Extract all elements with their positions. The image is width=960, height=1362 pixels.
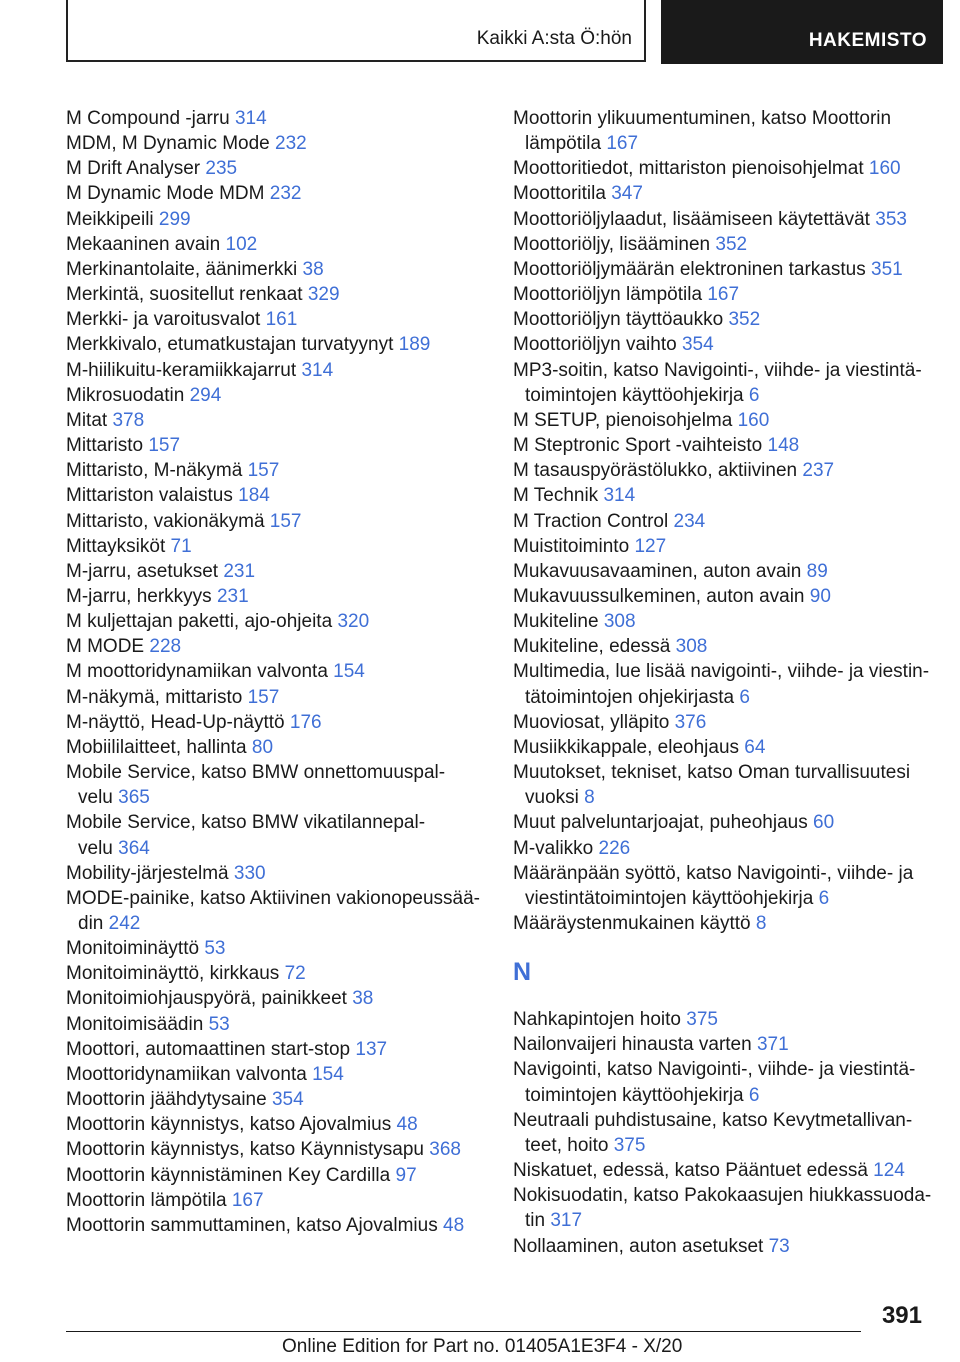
entry-text: Mukavuusavaaminen, auton avain bbox=[513, 560, 802, 582]
page-link[interactable]: 376 bbox=[674, 711, 707, 733]
page-link[interactable]: 375 bbox=[613, 1134, 646, 1156]
page-link[interactable]: 127 bbox=[634, 535, 667, 557]
entry-text: M Drift Analyser bbox=[66, 158, 201, 180]
index-entry bbox=[66, 810, 486, 860]
entry-text: toimintojen käyttöohjekirja bbox=[525, 1084, 744, 1106]
entry-text: M-jarru, herkkyys bbox=[66, 585, 212, 607]
entry-text: viestintätoimintojen käyttöohjekirja bbox=[525, 887, 814, 909]
page-link[interactable]: 90 bbox=[809, 585, 831, 607]
entry-text: Nahkapintojen hoito bbox=[513, 1009, 681, 1031]
page-link[interactable]: 314 bbox=[301, 359, 334, 381]
entry-text: Monitoiminäyttö, kirkkaus bbox=[66, 963, 280, 985]
entry-text: Mobility-järjestelmä bbox=[66, 862, 229, 884]
page-link[interactable]: 237 bbox=[802, 460, 835, 482]
entry-text: Merkki- ja varoitusvalot bbox=[66, 309, 261, 331]
index-entry bbox=[513, 106, 943, 156]
index-entry bbox=[66, 1112, 486, 1137]
page-link[interactable]: 378 bbox=[112, 409, 145, 431]
page-link[interactable]: 137 bbox=[355, 1038, 388, 1060]
entry-text: tätoimintojen ohjekirjasta bbox=[525, 686, 735, 708]
index-entry bbox=[513, 509, 943, 534]
index-entry bbox=[513, 735, 943, 760]
index-entry bbox=[513, 433, 943, 458]
index-tab-label: HAKEMISTO bbox=[808, 30, 927, 51]
page-link[interactable]: 97 bbox=[395, 1164, 417, 1186]
page-link[interactable]: 157 bbox=[148, 435, 181, 457]
index-entry bbox=[66, 307, 486, 332]
entry-text: Nailonvaijeri hinausta varten bbox=[513, 1034, 752, 1056]
entry-text: Merkintä, suositellut renkaat bbox=[66, 284, 303, 306]
index-entry bbox=[66, 986, 486, 1011]
page-link[interactable]: 226 bbox=[598, 837, 631, 859]
entry-text: Mukiteline bbox=[513, 611, 599, 633]
page-link[interactable]: 53 bbox=[208, 1013, 230, 1035]
entry-text: Mittariston valaistus bbox=[66, 485, 233, 507]
entry-text: lämpötila bbox=[525, 133, 602, 155]
entry-text: Mekaaninen avain bbox=[66, 233, 221, 255]
entry-text: teet, hoito bbox=[525, 1134, 609, 1156]
page-link[interactable]: 308 bbox=[603, 611, 636, 633]
page-link[interactable]: 235 bbox=[205, 158, 238, 180]
page-link[interactable]: 72 bbox=[284, 963, 306, 985]
index-entry bbox=[66, 458, 486, 483]
page-link[interactable]: 314 bbox=[234, 108, 267, 129]
index-entry bbox=[66, 1163, 486, 1188]
entry-text: Monitoimisäädin bbox=[66, 1013, 204, 1035]
section-tab[interactable] bbox=[66, 0, 646, 62]
index-entry bbox=[513, 836, 943, 861]
index-entry bbox=[66, 1012, 486, 1037]
page-link[interactable]: 231 bbox=[223, 560, 256, 582]
entry-text: Moottoriöljyn vaihto bbox=[513, 334, 677, 356]
page-link[interactable]: 320 bbox=[337, 611, 370, 633]
entry-text: Moottoriöljylaadut, lisäämiseen käytettävät bbox=[513, 208, 870, 230]
entry-text: Moottoriöljyn lämpötila bbox=[513, 284, 703, 306]
entry-text: M Steptronic Sport -vaihteisto bbox=[513, 435, 763, 457]
index-entry bbox=[513, 358, 943, 408]
entry-text: Moottoriöljy, lisääminen bbox=[513, 233, 711, 255]
index-entry bbox=[66, 584, 486, 609]
entry-text: Mobiililaitteet, hallinta bbox=[66, 736, 247, 758]
index-entry bbox=[513, 181, 943, 206]
page-link[interactable]: 294 bbox=[189, 384, 222, 406]
entry-text: Mukavuussulkeminen, auton avain bbox=[513, 585, 805, 607]
entry-text: Mittaristo bbox=[66, 435, 144, 457]
index-entry bbox=[66, 861, 486, 886]
index-entry bbox=[66, 181, 486, 206]
page-link[interactable]: 232 bbox=[269, 183, 302, 205]
entry-text: Nokisuodatin, katso Pakokaasujen hiukkassuoda- bbox=[513, 1185, 932, 1207]
entry-text: M-näyttö, Head-Up-näyttö bbox=[66, 711, 285, 733]
entry-text: M Technik bbox=[513, 485, 599, 507]
entry-text: Multimedia, lue lisää navigointi-, viihde- ja viestin- bbox=[513, 661, 930, 683]
entry-text: M moottoridynamiikan valvonta bbox=[66, 661, 328, 683]
page-link[interactable]: 167 bbox=[707, 284, 740, 306]
page-link[interactable]: 60 bbox=[813, 812, 835, 834]
entry-text: Moottoritiedot, mittariston pienoisohjelmat bbox=[513, 158, 864, 180]
index-entry bbox=[513, 609, 943, 634]
entry-text: velu bbox=[78, 787, 113, 809]
page-link[interactable]: 160 bbox=[737, 409, 770, 431]
entry-text: Musiikkikappale, eleohjaus bbox=[513, 736, 740, 758]
page-link[interactable]: 242 bbox=[108, 913, 141, 934]
entry-text: Mittaristo, vakionäkymä bbox=[66, 510, 265, 532]
index-entry bbox=[513, 307, 943, 332]
entry-text: Mukiteline, edessä bbox=[513, 636, 671, 658]
entry-text: M MODE bbox=[66, 636, 145, 658]
index-entry bbox=[66, 156, 486, 181]
entry-text: Mitat bbox=[66, 409, 108, 431]
page-link[interactable]: 176 bbox=[289, 711, 322, 733]
page-link[interactable]: 228 bbox=[149, 636, 182, 658]
index-entry bbox=[66, 1137, 486, 1162]
page-link[interactable]: 53 bbox=[204, 938, 226, 960]
entry-text: Navigointi, katso Navigointi-, viihde- ja viestintä- bbox=[513, 1059, 916, 1081]
index-entry bbox=[66, 131, 486, 156]
entry-text: MODE-painike, katso Aktiivinen vakionopeussää- bbox=[66, 887, 480, 909]
entry-text: Moottorin jäähdytysaine bbox=[66, 1089, 267, 1111]
index-entry bbox=[66, 659, 486, 684]
entry-text: din bbox=[78, 913, 104, 934]
page-link[interactable]: 330 bbox=[233, 862, 266, 884]
page-link[interactable]: 375 bbox=[686, 1009, 718, 1031]
index-entry bbox=[513, 861, 943, 911]
page-link[interactable]: 364 bbox=[118, 837, 150, 859]
entry-text: M-jarru, asetukset bbox=[66, 560, 219, 582]
page-link[interactable]: 189 bbox=[398, 334, 431, 356]
entry-text: Muutokset, tekniset, katso Oman turvallisuutesi bbox=[513, 762, 911, 784]
entry-text: Mobile Service, katso BMW vikatilannepal- bbox=[66, 812, 426, 834]
index-entry bbox=[513, 408, 943, 433]
entry-text: vuoksi bbox=[525, 787, 579, 809]
page-link[interactable]: 64 bbox=[744, 736, 766, 758]
index-entry bbox=[513, 1234, 943, 1259]
page-link[interactable]: 148 bbox=[767, 435, 800, 457]
index-entry bbox=[513, 282, 943, 307]
page-link[interactable]: 365 bbox=[118, 787, 150, 809]
entry-text: Moottoridynamiikan valvonta bbox=[66, 1063, 307, 1085]
index-entry bbox=[66, 106, 486, 131]
entry-text: M Compound -jarru bbox=[66, 108, 230, 129]
page-number: 391 bbox=[881, 1302, 922, 1329]
index-entry bbox=[66, 408, 486, 433]
index-entry bbox=[66, 509, 486, 534]
page-link[interactable]: 234 bbox=[673, 510, 706, 532]
index-entry bbox=[66, 685, 486, 710]
index-entry bbox=[513, 810, 943, 835]
page-link[interactable]: 347 bbox=[611, 183, 643, 205]
page-link[interactable]: 232 bbox=[275, 133, 307, 155]
page-link[interactable]: 71 bbox=[170, 535, 192, 557]
index-column-left bbox=[66, 106, 486, 1238]
index-entry bbox=[66, 207, 486, 232]
index-entry bbox=[513, 458, 943, 483]
entry-text: Moottori, automaattinen start-stop bbox=[66, 1038, 351, 1060]
entry-text: Mobile Service, katso BMW onnettomuuspal- bbox=[66, 762, 446, 784]
page-link[interactable]: 6 bbox=[818, 887, 830, 909]
index-entry bbox=[66, 634, 486, 659]
page-link[interactable]: 6 bbox=[739, 686, 750, 708]
index-entry bbox=[66, 433, 486, 458]
entry-text: Moottorin sammuttaminen, katso Ajovalmius bbox=[66, 1214, 438, 1236]
index-entry bbox=[513, 156, 943, 181]
section-label: Kaikki A:sta Ö:hön bbox=[476, 28, 632, 49]
entry-text: Muistitoiminto bbox=[513, 535, 630, 557]
section-letter-n: N bbox=[513, 958, 532, 987]
index-entry bbox=[66, 383, 486, 408]
page-link[interactable]: 6 bbox=[748, 1084, 760, 1106]
index-entry bbox=[66, 232, 486, 257]
page-link[interactable]: 167 bbox=[231, 1189, 264, 1211]
page-link[interactable]: 352 bbox=[715, 233, 748, 255]
entry-text: Moottorin käynnistys, katso Ajovalmius bbox=[66, 1114, 392, 1136]
page-link[interactable]: 48 bbox=[396, 1114, 418, 1136]
index-entry bbox=[513, 1057, 943, 1107]
index-entry bbox=[513, 1158, 943, 1183]
page-link[interactable]: 161 bbox=[265, 309, 298, 331]
page-link[interactable]: 317 bbox=[550, 1210, 583, 1232]
page-link[interactable]: 38 bbox=[352, 988, 374, 1010]
entry-text: Muoviosat, ylläpito bbox=[513, 711, 670, 733]
index-entry bbox=[66, 961, 486, 986]
index-entry bbox=[66, 483, 486, 508]
page-link[interactable]: 308 bbox=[675, 636, 708, 658]
entry-text: Monitoiminäyttö bbox=[66, 938, 200, 960]
entry-text: M SETUP, pienoisohjelma bbox=[513, 409, 733, 431]
entry-text: M Traction Control bbox=[513, 510, 669, 532]
index-entry bbox=[66, 1062, 486, 1087]
index-entry bbox=[66, 1213, 486, 1238]
page-link[interactable]: 160 bbox=[868, 158, 901, 180]
page-link[interactable]: 231 bbox=[216, 585, 249, 607]
index-entry bbox=[513, 911, 943, 936]
entry-text: M tasauspyörästölukko, aktiivinen bbox=[513, 460, 798, 482]
index-entry bbox=[513, 332, 943, 357]
index-list-m bbox=[513, 106, 943, 936]
index-entry bbox=[513, 634, 943, 659]
entry-text: Mikrosuodatin bbox=[66, 384, 185, 406]
index-entry bbox=[66, 257, 486, 282]
page-link[interactable]: 299 bbox=[158, 208, 191, 230]
page-link[interactable]: 154 bbox=[333, 661, 365, 683]
entry-text: Monitoimiohjauspyörä, painikkeet bbox=[66, 988, 347, 1010]
index-entry bbox=[66, 282, 486, 307]
index-entry bbox=[66, 534, 486, 559]
entry-text: Meikkipeili bbox=[66, 208, 154, 230]
page-link[interactable]: 354 bbox=[271, 1089, 304, 1111]
entry-text: MDM, M Dynamic Mode bbox=[66, 133, 270, 155]
index-entry bbox=[513, 710, 943, 735]
index-entry bbox=[513, 760, 943, 810]
entry-text: M kuljettajan paketti, ajo-ohjeita bbox=[66, 611, 333, 633]
entry-text: tin bbox=[525, 1210, 546, 1232]
entry-text: Muut palveluntarjoajat, puheohjaus bbox=[513, 812, 808, 834]
index-entry bbox=[66, 609, 486, 634]
footer-divider bbox=[66, 1331, 861, 1332]
entry-text: Moottorin käynnistys, katso Käynnistysapu bbox=[66, 1139, 425, 1161]
page-link[interactable]: 8 bbox=[755, 913, 767, 934]
page-link[interactable]: 353 bbox=[875, 208, 907, 230]
page-link[interactable]: 102 bbox=[225, 233, 258, 255]
entry-text: Määränpään syöttö, katso Navigointi-, viihde- ja bbox=[513, 862, 914, 884]
index-entry bbox=[513, 232, 943, 257]
page-link[interactable]: 157 bbox=[247, 686, 280, 708]
index-entry bbox=[66, 710, 486, 735]
page-link[interactable]: 352 bbox=[728, 309, 761, 331]
entry-text: Moottoriöljyn täyttöaukko bbox=[513, 309, 724, 331]
page-link[interactable]: 184 bbox=[238, 485, 270, 507]
index-entry bbox=[513, 257, 943, 282]
page-link[interactable]: 157 bbox=[247, 460, 280, 482]
footer-edition-text: Online Edition for Part no. 01405A1E3F4 - X/20 bbox=[282, 1336, 683, 1357]
entry-text: MP3-soitin, katso Navigointi-, viihde- ja viestintä- bbox=[513, 359, 922, 381]
index-tab[interactable] bbox=[661, 0, 943, 64]
entry-text: Moottorin lämpötila bbox=[66, 1189, 227, 1211]
entry-text: Nollaaminen, auton asetukset bbox=[513, 1235, 764, 1257]
entry-text: M Dynamic Mode MDM bbox=[66, 183, 265, 205]
index-entry bbox=[66, 358, 486, 383]
entry-text: Moottorin ylikuumentuminen, katso Moottorin bbox=[513, 108, 892, 129]
page-link[interactable]: 38 bbox=[302, 258, 324, 280]
entry-text: toimintojen käyttöohjekirja bbox=[525, 384, 744, 406]
entry-text: M-hiilikuitu-keramiikkajarrut bbox=[66, 359, 297, 381]
page-link[interactable]: 73 bbox=[768, 1235, 790, 1257]
index-entry bbox=[513, 1032, 943, 1057]
page-link[interactable]: 8 bbox=[584, 787, 595, 809]
page-link[interactable]: 371 bbox=[756, 1034, 789, 1056]
entry-text: Neutraali puhdistusaine, katso Kevytmetallivan- bbox=[513, 1109, 913, 1131]
index-entry bbox=[66, 936, 486, 961]
page-link[interactable]: 6 bbox=[748, 384, 760, 406]
page-link[interactable]: 167 bbox=[606, 133, 639, 155]
entry-text: Määräystenmukainen käyttö bbox=[513, 913, 751, 934]
page-link[interactable]: 154 bbox=[312, 1063, 344, 1085]
index-entry bbox=[513, 1108, 943, 1158]
index-entry bbox=[66, 886, 486, 936]
page-link[interactable]: 368 bbox=[429, 1139, 461, 1161]
page-link[interactable]: 80 bbox=[251, 736, 274, 758]
index-entry bbox=[513, 1183, 943, 1233]
index-entry bbox=[66, 735, 486, 760]
index-entry bbox=[513, 483, 943, 508]
entry-text: M-näkymä, mittaristo bbox=[66, 686, 243, 708]
page-link[interactable]: 48 bbox=[443, 1214, 465, 1236]
index-column-right bbox=[513, 106, 943, 1259]
entry-text: M-valikko bbox=[513, 837, 594, 859]
entry-text: Merkinantolaite, äänimerkki bbox=[66, 258, 298, 280]
index-entry bbox=[513, 207, 943, 232]
page-link[interactable]: 157 bbox=[269, 510, 302, 532]
page-link[interactable]: 354 bbox=[681, 334, 714, 356]
index-entry bbox=[513, 659, 943, 709]
entry-text: Mittaristo, M-näkymä bbox=[66, 460, 243, 482]
page-link[interactable]: 314 bbox=[603, 485, 636, 507]
index-entry bbox=[66, 1037, 486, 1062]
index-entry bbox=[66, 1188, 486, 1213]
index-entry bbox=[66, 332, 486, 357]
entry-text: Moottorin käynnistäminen Key Cardilla bbox=[66, 1164, 391, 1186]
index-entry bbox=[66, 1087, 486, 1112]
index-entry bbox=[513, 1007, 943, 1032]
entry-text: Moottoritila bbox=[513, 183, 606, 205]
entry-text: Mittayksiköt bbox=[66, 535, 166, 557]
entry-text: Merkkivalo, etumatkustajan turvatyynyt bbox=[66, 334, 394, 356]
entry-text: Moottoriöljymäärän elektroninen tarkastus bbox=[513, 258, 866, 280]
entry-text: Niskatuet, edessä, katso Pääntuet edessä bbox=[513, 1160, 868, 1182]
index-entry bbox=[513, 559, 943, 584]
index-entry bbox=[66, 760, 486, 810]
page-link[interactable]: 351 bbox=[871, 258, 903, 280]
index-entry bbox=[513, 584, 943, 609]
page-link[interactable]: 89 bbox=[806, 560, 828, 582]
index-list-n bbox=[513, 1007, 943, 1259]
page-link[interactable]: 329 bbox=[307, 284, 340, 306]
entry-text: velu bbox=[78, 837, 113, 859]
index-entry bbox=[66, 559, 486, 584]
index-entry bbox=[513, 534, 943, 559]
page-header bbox=[0, 0, 960, 64]
page-link[interactable]: 124 bbox=[873, 1160, 905, 1182]
